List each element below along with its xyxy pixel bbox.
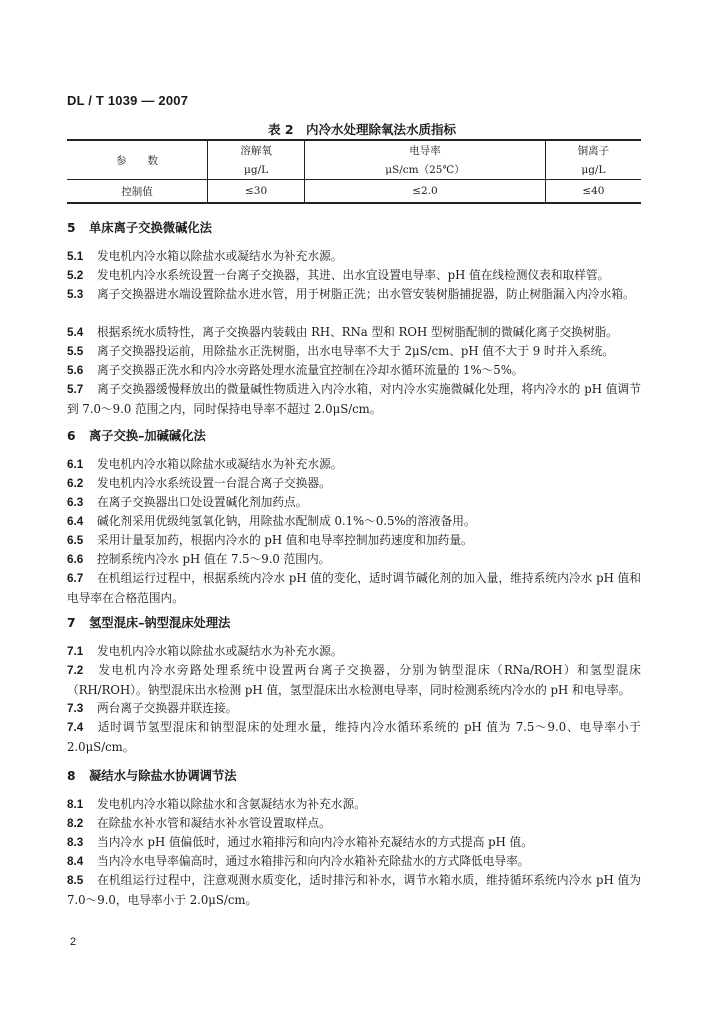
col-header-copper: 铜离子 — [545, 140, 641, 160]
clause-text: 发电机内冷水系统设置一台离子交换器，其进、出水宜设置电导率、pH 值在线检测仪表和取样管。 — [97, 268, 610, 282]
table-caption: 表 2 内冷水处理除氧法水质指标 — [267, 122, 457, 137]
clause-number: 7.4 — [67, 721, 84, 734]
col-unit-copper: μg/L — [545, 160, 641, 180]
clause-text: 在离子交换器出口处设置碱化剂加药点。 — [97, 495, 308, 509]
clause-text: 发电机内冷水箱以除盐水或凝结水为补充水源。 — [97, 457, 343, 471]
clause-text: 适时调节氢型混床和钠型混床的处理水量，维持内冷水循环系统的 pH 值为 7.5～9.0、电导率小于 2.0μS/cm。 — [67, 720, 641, 754]
page-number: 2 — [70, 936, 77, 948]
section-number: 7 — [67, 616, 76, 630]
clause-text: 采用计量泵加药，根据内冷水的 pH 值和电导率控制加药速度和加药量。 — [97, 533, 473, 547]
clause-6-2 — [67, 474, 641, 494]
clause-6-1 — [67, 455, 641, 475]
col-header-conductivity: 电导率 — [305, 140, 546, 160]
clause-8-2 — [67, 814, 641, 834]
clause-number: 5.6 — [67, 364, 84, 377]
section-heading-7 — [67, 613, 230, 631]
clause-6-6 — [67, 550, 641, 570]
section-number: 6 — [67, 429, 76, 443]
section-number: 8 — [67, 769, 76, 783]
clause-7-2 — [67, 661, 641, 701]
section-heading-8 — [67, 766, 237, 784]
clause-6-7 — [67, 569, 641, 609]
col-header-oxygen: 溶解氧 — [208, 140, 305, 160]
clause-number: 6.7 — [67, 572, 84, 585]
clause-text: 离子交换器正洗水和内冷水旁路处理水流量宜控制在冷却水循环流量的 1%～5%。 — [97, 363, 524, 377]
value-oxygen: ≤30 — [208, 180, 305, 204]
clause-6-4 — [67, 512, 641, 532]
value-conductivity: ≤2.0 — [305, 180, 546, 204]
clause-8-1 — [67, 795, 641, 815]
clause-number: 7.3 — [67, 702, 84, 715]
clause-number: 8.3 — [67, 836, 84, 849]
clause-number: 6.4 — [67, 515, 84, 528]
param-header: 参 数 — [67, 140, 208, 180]
clause-6-5 — [67, 531, 641, 551]
clause-number: 5.7 — [67, 383, 84, 396]
section-heading-6 — [67, 426, 206, 444]
clause-number: 5.2 — [67, 269, 84, 282]
clause-text: 当内冷水 pH 值偏低时，通过水箱排污和向内冷水箱补充凝结水的方式提高 pH 值。 — [97, 835, 533, 849]
clause-7-4 — [67, 718, 641, 758]
clause-number: 6.2 — [67, 477, 84, 490]
clause-8-3 — [67, 833, 641, 853]
clause-5-1 — [67, 247, 641, 267]
clause-text: 发电机内冷水箱以除盐水或凝结水为补充水源。 — [97, 644, 343, 658]
clause-text: 在除盐水补水管和凝结水补水管设置取样点。 — [97, 816, 331, 830]
clause-text: 离子交换器进水端设置除盐水进水管，用于树脂正洗；出水管安装树脂捕捉器，防止树脂漏入内冷水箱。 — [97, 287, 635, 301]
clause-text: 发电机内冷水箱以除盐水和含氨凝结水为补充水源。 — [97, 797, 366, 811]
clause-number: 6.3 — [67, 496, 84, 509]
clause-text: 根据系统水质特性，离子交换器内装载由 RH、RNa 型和 ROH 型树脂配制的微碱化离子交换树脂。 — [97, 325, 618, 339]
clause-5-6 — [67, 361, 641, 381]
clause-5-5 — [67, 342, 641, 362]
clause-number: 6.1 — [67, 458, 84, 471]
clause-text: 发电机内冷水系统设置一台混合离子交换器。 — [97, 476, 331, 490]
clause-number: 6.5 — [67, 534, 84, 547]
clause-7-3 — [67, 699, 641, 719]
clause-text: 碱化剂采用优级纯氢氧化钠，用除盐水配制成 0.1%～0.5%的溶液备用。 — [97, 514, 476, 528]
section-title: 凝结水与除盐水协调调节法 — [89, 769, 237, 783]
clause-5-7 — [67, 380, 641, 420]
clause-text: 离子交换器投运前，用除盐水正洗树脂，出水电导率不大于 2μS/cm、pH 值不大于 9 时并入系统。 — [97, 344, 615, 358]
standard-number: DL / T 1039 — 2007 — [67, 93, 189, 108]
clause-6-3 — [67, 493, 641, 513]
water-quality-table — [67, 139, 641, 204]
clause-text: 发电机内冷水箱以除盐水或凝结水为补充水源。 — [97, 249, 343, 263]
clause-number: 8.5 — [67, 874, 84, 887]
clause-number: 5.1 — [67, 250, 84, 263]
clause-number: 5.5 — [67, 345, 84, 358]
clause-5-4 — [67, 323, 641, 343]
col-unit-conductivity: μS/cm（25℃） — [305, 160, 546, 180]
clause-5-2 — [67, 266, 641, 286]
clause-number: 7.1 — [67, 645, 84, 658]
clause-number: 7.2 — [67, 664, 84, 677]
clause-7-1 — [67, 642, 641, 662]
clause-number: 5.3 — [67, 288, 84, 301]
clause-text: 离子交换器缓慢释放出的微量碱性物质进入内冷水箱，对内冷水实施微碱化处理，将内冷水的 pH 值调节到 7.0～9.0 范围之内，同时保持电导率不超过 2.0μS/cm。 — [67, 382, 641, 416]
clause-text: 在机组运行过程中，根据系统内冷水 pH 值的变化，适时调节碱化剂的加入量，维持系统内冷水 pH 值和电导率在合格范围内。 — [67, 571, 641, 605]
clause-number: 8.2 — [67, 817, 84, 830]
clause-number: 8.4 — [67, 855, 84, 868]
clause-8-5 — [67, 871, 641, 911]
clause-5-3 — [67, 285, 641, 305]
clause-text: 当内冷水电导率偏高时，通过水箱排污和向内冷水箱补充除盐水的方式降低电导率。 — [97, 854, 530, 868]
section-title: 离子交换–加碱碱化法 — [89, 429, 206, 443]
clause-number: 8.1 — [67, 798, 84, 811]
section-title: 氢型混床–钠型混床处理法 — [89, 616, 231, 630]
clause-text: 在机组运行过程中，注意观测水质变化，适时排污和补水，调节水箱水质，维持循环系统内冷水 pH 值为 7.0～9.0，电导率小于 2.0μS/cm。 — [67, 873, 641, 907]
value-copper: ≤40 — [545, 180, 641, 204]
clause-number: 5.4 — [67, 326, 84, 339]
clause-text: 两台离子交换器并联连接。 — [97, 701, 238, 715]
col-unit-oxygen: μg/L — [208, 160, 305, 180]
row-label-control: 控制值 — [67, 180, 208, 204]
section-title: 单床离子交换微碱化法 — [89, 221, 212, 235]
clause-text: 发电机内冷水旁路处理系统中设置两台离子交换器，分别为钠型混床（RNa/ROH）和氢型混床（RH/ROH）。钠型混床出水检测 pH 值，氢型混床出水检测电导率，同时检测系统内冷水的 pH 和电导率。 — [67, 663, 641, 697]
clause-8-4 — [67, 852, 641, 872]
clause-number: 6.6 — [67, 553, 84, 566]
section-number: 5 — [67, 221, 76, 235]
clause-text: 控制系统内冷水 pH 值在 7.5～9.0 范围内。 — [97, 552, 331, 566]
section-heading-5 — [67, 218, 212, 236]
